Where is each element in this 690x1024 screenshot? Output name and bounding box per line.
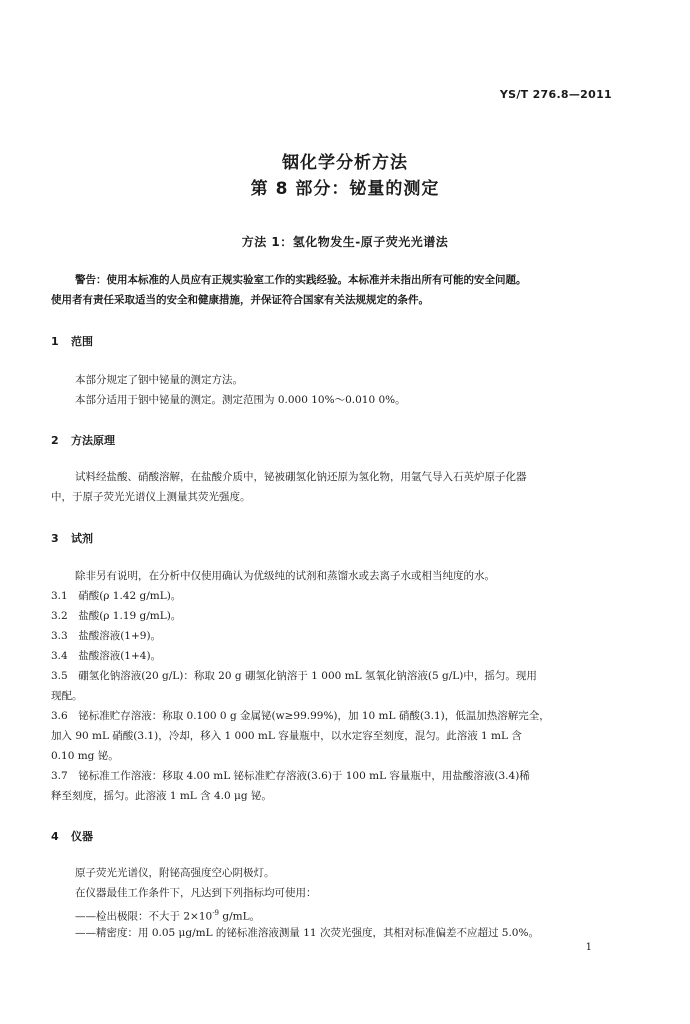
section-heading-apparatus (51, 828, 93, 844)
section-title: 范围 (71, 335, 93, 348)
reagent-3-4: 3.4 盐酸溶液(1+4)。 (51, 650, 162, 662)
principle-line1: 试料经盐酸、硝酸溶解，在盐酸介质中，铋被硼氢化钠还原为氢化物，用氩气导入石英炉原子化器 (75, 471, 527, 483)
page-number: 1 (585, 942, 592, 953)
section-heading-principle (51, 432, 115, 448)
reagent-3-5-line1: 3.5 硼氢化钠溶液(20 g/L)：称取 20 g 硼氢化钠溶于 1 000 mL 氢氧化钠溶液(5 g/L)中，摇匀。现用 (51, 670, 537, 682)
warning-line1: 警告：使用本标准的人员应有正规实验室工作的实践经验。本标准并未指出所有可能的安全问题。 (75, 274, 527, 286)
method-title: 方法 1：氢化物发生-原子荧光光谱法 (241, 235, 449, 249)
reagent-3-3: 3.3 盐酸溶液(1+9)。 (51, 630, 162, 642)
scope-paragraph-1: 本部分规定了铟中铋量的测定方法。 (75, 374, 243, 386)
section-number: 2 (51, 434, 59, 447)
section-title: 仪器 (71, 830, 93, 843)
document-title-line1: 铟化学分析方法 (282, 153, 408, 173)
reagent-3-6-line2: 加入 90 mL 硝酸(3.1)，冷却，移入 1 000 mL 容量瓶中，以水定容至刻度，混匀。此溶液 1 mL 含 (51, 730, 522, 742)
principle-line2: 中，于原子荧光光谱仪上测量其荧光强度。 (51, 491, 251, 503)
section-number: 3 (51, 532, 59, 545)
apparatus-detection-limit (75, 906, 260, 924)
apparatus-paragraph-2: 在仪器最佳工作条件下，凡达到下列指标均可使用： (75, 887, 317, 899)
reagent-3-6-line1: 3.6 铋标准贮存溶液：称取 0.100 0 g 金属铋(w≥99.99%)，加 10 mL 硝酸(3.1)，低温加热溶解完全， (51, 710, 550, 722)
scope-paragraph-2: 本部分适用于铟中铋量的测定。测定范围为 0.000 10%～0.010 0%。 (75, 394, 406, 406)
warning-line2: 使用者有责任采取适当的安全和健康措施，并保证符合国家有关法规规定的条件。 (51, 294, 429, 306)
reagent-3-1: 3.1 硝酸(ρ 1.42 g/mL)。 (51, 590, 182, 602)
section-heading-scope (51, 333, 93, 349)
reagent-3-2: 3.2 盐酸(ρ 1.19 g/mL)。 (51, 610, 182, 622)
apparatus-paragraph-1: 原子荧光光谱仪，附铋高强度空心阴极灯。 (75, 867, 275, 879)
section-number: 4 (51, 830, 59, 843)
reagent-3-6-line3: 0.10 mg 铋。 (51, 750, 119, 762)
reagents-intro: 除非另有说明，在分析中仅使用确认为优级纯的试剂和蒸馏水或去离子水或相当纯度的水。 (75, 570, 495, 582)
section-heading-reagents (51, 530, 93, 546)
detection-limit-exponent: -9 (212, 909, 220, 917)
standard-code: YS/T 276.8—2011 (499, 88, 612, 101)
reagent-3-5-line2: 现配。 (51, 690, 83, 702)
document-title-line2: 第 8 部分：铋量的测定 (250, 179, 440, 199)
apparatus-precision: ——精密度：用 0.05 μg/mL 的铋标准溶液测量 11 次荧光强度，其相对标准偏差不应超过 5.0%。 (75, 927, 539, 939)
detection-limit-suffix: g/mL。 (219, 910, 261, 923)
reagent-3-7-line2: 释至刻度，摇匀。此溶液 1 mL 含 4.0 μg 铋。 (51, 790, 272, 802)
section-number: 1 (51, 335, 59, 348)
section-title: 方法原理 (71, 434, 115, 447)
section-title: 试剂 (71, 532, 93, 545)
detection-limit-prefix: ——检出极限：不大于 2×10 (75, 910, 213, 923)
reagent-3-7-line1: 3.7 铋标准工作溶液：移取 4.00 mL 铋标准贮存溶液(3.6)于 100 mL 容量瓶中，用盐酸溶液(3.4)稀 (51, 770, 530, 782)
